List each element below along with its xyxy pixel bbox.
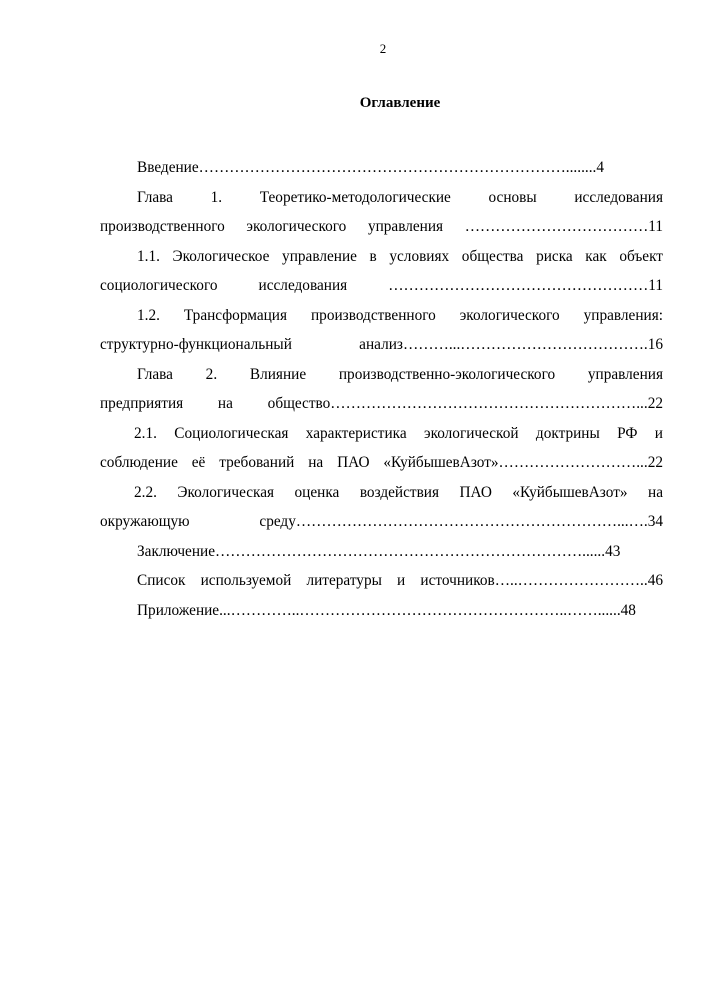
toc-line: Глава 1. Теоретико-методологические основы исследования <box>137 188 663 206</box>
toc-line: социологического исследования ……………………………………………11 <box>100 277 663 294</box>
toc-entry-references[interactable] <box>100 566 663 596</box>
table-of-contents <box>100 153 663 625</box>
toc-line: предприятия на общество……………………………………………………...22 <box>100 395 663 412</box>
toc-entry-section-1-2[interactable] <box>100 301 663 360</box>
toc-line: Приложение...…………..……………………………………………..……......48 <box>137 601 636 619</box>
toc-entry-introduction[interactable] <box>100 153 663 183</box>
toc-entry-conclusion[interactable] <box>100 537 663 567</box>
toc-line: производственного экологического управления ………………………………11 <box>100 218 663 235</box>
toc-line: Заключение………………………………………………………………......43 <box>137 542 621 560</box>
page-number: 2 <box>379 41 387 56</box>
toc-entry-section-1-1[interactable] <box>100 242 663 301</box>
toc-line: Глава 2. Влияние производственно-экологического управления <box>137 365 663 383</box>
toc-line: соблюдение её требований на ПАО «КуйбышевАзот»………………………...22 <box>100 454 663 471</box>
toc-title: Оглавление <box>359 95 441 111</box>
toc-entry-appendix[interactable] <box>100 596 663 626</box>
toc-line: Введение………………………………………………………………........4 <box>137 159 605 176</box>
toc-entry-section-2-2[interactable] <box>100 478 663 537</box>
toc-line: структурно-функциональный анализ………...……………………………….16 <box>100 336 663 353</box>
toc-line: 2.1. Социологическая характеристика экологической доктрины РФ и <box>134 424 663 442</box>
toc-entry-chapter-2[interactable] <box>100 360 663 419</box>
toc-line: окружающую среду………………………………………………………...….34 <box>100 513 663 530</box>
toc-line: 1.1. Экологическое управление в условиях общества риска как объект <box>137 247 663 265</box>
toc-line: 1.2. Трансформация производственного экологического управления: <box>137 306 663 324</box>
toc-line: Список используемой литературы и источников…..……………………..46 <box>137 572 663 589</box>
toc-line: 2.2. Экологическая оценка воздействия ПАО «КуйбышевАзот» на <box>134 483 663 501</box>
toc-entry-chapter-1[interactable] <box>100 183 663 242</box>
toc-entry-section-2-1[interactable] <box>100 419 663 478</box>
